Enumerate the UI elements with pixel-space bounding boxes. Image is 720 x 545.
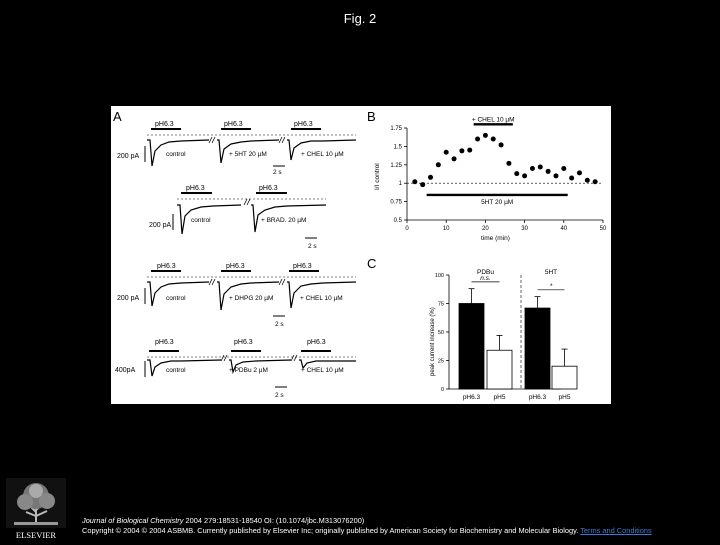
ph-label: pH6.3	[294, 121, 313, 128]
category-label: pH5	[493, 394, 506, 401]
y-tick-label: 25	[437, 358, 444, 365]
panel-a-row-4	[115, 339, 356, 399]
significance-label: *	[549, 282, 553, 290]
panel-c	[367, 256, 577, 401]
ph-label: pH6.3	[307, 339, 326, 346]
ph-label: pH6.3	[259, 185, 278, 192]
y-tick-label: 75	[437, 301, 444, 308]
trace-label: + PDBu 2 µM	[229, 367, 268, 374]
data-point	[538, 165, 543, 170]
x-tick-label: 20	[482, 226, 489, 232]
trace-label: control	[166, 295, 186, 302]
time-scale-label: 2 s	[273, 169, 282, 176]
ph-label: pH6.3	[293, 263, 312, 270]
bar	[459, 304, 484, 390]
y-tick-label: 0.5	[393, 218, 402, 224]
panel-c-label: C	[367, 256, 377, 271]
ph-label: pH6.3	[155, 339, 174, 346]
y-tick-label: 50	[437, 330, 444, 336]
time-scale-label: 2 s	[275, 321, 284, 328]
bar-group-labels	[472, 269, 565, 290]
y-tick-label: 1.75	[390, 126, 402, 132]
scatter-axis-ticks	[390, 126, 607, 232]
data-point	[546, 169, 551, 174]
figure-image	[111, 106, 611, 404]
ph-label: pH6.3	[155, 121, 174, 128]
ph-label: pH6.3	[234, 339, 253, 346]
y-tick-label: 1	[398, 181, 402, 188]
current-scale-label: 200 pA	[149, 222, 172, 229]
bar-category-labels	[463, 394, 571, 401]
group-label: PDBu	[477, 269, 494, 276]
bar	[525, 308, 550, 389]
trace-label: + CHEL 10 µM	[301, 151, 344, 158]
data-point	[499, 142, 504, 147]
data-point	[530, 166, 535, 171]
y-tick-label: 1.5	[393, 144, 402, 151]
data-point	[467, 148, 472, 153]
bar	[552, 366, 577, 389]
data-point	[436, 162, 441, 167]
x-axis-label: time (min)	[481, 235, 510, 242]
copyright-text: Copyright © 2004 © 2004 ASBMB. Currently published by Elsevier Inc; originally published by American Society for Biochemistry and Molecular Biology.	[82, 525, 579, 535]
category-label: pH6.3	[528, 394, 547, 401]
data-point	[459, 148, 464, 153]
citation-copyright-line	[82, 526, 702, 536]
figure-title: Fig. 2	[343, 11, 377, 26]
y-axis-label: peak current increase (%)	[430, 307, 436, 376]
data-point	[561, 166, 566, 171]
group-label: 5HT	[544, 269, 558, 276]
time-scale-label: 2 s	[275, 392, 284, 399]
x-tick-label: 30	[521, 226, 528, 232]
x-tick-label: 40	[560, 226, 568, 232]
trace-label: control	[166, 151, 186, 158]
trace-label: + DHPG 20 µM	[229, 295, 274, 302]
data-point	[585, 178, 590, 183]
panel-a-row-2	[149, 185, 326, 250]
citation-ref: 2004 279:18531-18540 OI: (10.1074/jbc.M313076200)	[183, 516, 365, 525]
panel-b-label: B	[367, 109, 376, 124]
current-scale-label: 400pA	[115, 367, 136, 374]
data-point	[483, 133, 488, 138]
y-tick-label: 100	[434, 273, 444, 279]
ph-label: pH6.3	[157, 263, 176, 270]
data-point	[412, 179, 417, 184]
significance-label: n.s.	[480, 274, 491, 282]
panel-a	[113, 109, 356, 399]
bar	[487, 350, 512, 389]
x-tick-label: 50	[599, 226, 607, 232]
data-point	[569, 176, 574, 181]
data-point	[444, 150, 449, 155]
data-point	[452, 156, 457, 161]
category-label: pH6.3	[462, 394, 481, 401]
trace-label: + BRAD. 20 µM	[261, 217, 307, 224]
y-axis-label: I/I control	[374, 163, 381, 190]
bar-marks	[459, 289, 577, 389]
citation-ref-line	[82, 516, 702, 526]
trace-label: control	[191, 217, 211, 224]
current-scale-label: 200 pA	[117, 295, 140, 302]
trace-label: control	[166, 367, 186, 374]
panel-a-label: A	[113, 109, 122, 124]
data-point	[553, 173, 558, 178]
ph-label: pH6.3	[224, 121, 243, 128]
panel-a-row-1	[117, 121, 356, 176]
data-point	[577, 170, 582, 175]
data-point	[514, 171, 519, 176]
data-point	[475, 137, 480, 142]
data-point	[506, 161, 511, 166]
y-tick-label: 1.25	[390, 162, 402, 169]
terms-link[interactable]: Terms and Conditions	[580, 525, 652, 535]
panel-a-row-3	[117, 263, 356, 328]
y-tick-label: 0.75	[390, 199, 402, 206]
bar-axis-ticks	[435, 273, 449, 393]
category-label: pH5	[558, 394, 571, 401]
treatment-bar-label: 5HT 20 µM	[481, 198, 514, 206]
time-scale-label: 2 s	[308, 243, 317, 250]
data-point	[522, 173, 527, 178]
data-point	[420, 182, 425, 187]
x-tick-label: 10	[442, 226, 450, 232]
panel-b	[367, 109, 607, 242]
data-point	[428, 175, 433, 180]
ph-label: pH6.3	[186, 185, 205, 192]
trace-label: + 5HT 20 µM	[229, 151, 267, 158]
data-point	[491, 137, 496, 142]
treatment-bars	[427, 116, 568, 206]
logo-text: ELSEVIER	[15, 530, 57, 540]
citation-block	[82, 516, 702, 535]
data-point	[593, 179, 598, 184]
y-tick-label: 0	[440, 387, 444, 393]
x-tick-label: 0	[405, 226, 409, 232]
trace-label: + CHEL 10 µM	[301, 367, 344, 374]
treatment-bar-label: + CHEL 10 µM	[471, 116, 515, 124]
ph-label: pH6.3	[226, 263, 245, 270]
scatter-points	[412, 133, 597, 187]
current-scale-label: 200 pA	[117, 153, 140, 160]
journal-name: Journal of Biological Chemistry	[82, 516, 184, 525]
trace-label: + CHEL 10 µM	[300, 295, 343, 302]
elsevier-logo	[6, 478, 66, 540]
